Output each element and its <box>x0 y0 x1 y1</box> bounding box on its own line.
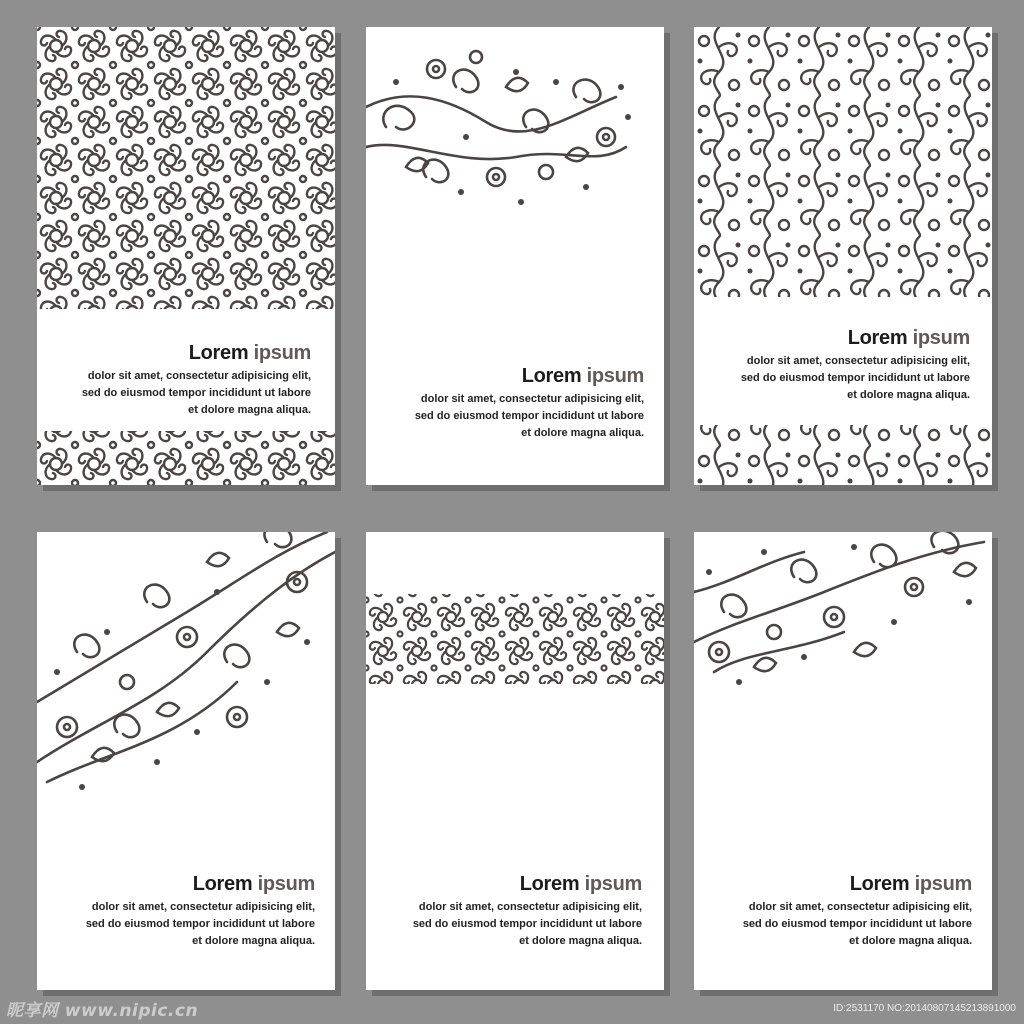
card-text <box>415 366 644 442</box>
body-line: et dolore magna aliqua. <box>519 935 642 947</box>
card-3 <box>694 27 992 485</box>
card-6 <box>694 532 992 990</box>
body-line: dolor sit amet, consectetur adipisicing elit, <box>748 901 972 913</box>
body-line: dolor sit amet, consectetur adipisicing elit, <box>420 393 644 405</box>
card-headline: Lorem ipsum <box>188 342 311 364</box>
card-headline: Lorem ipsum <box>847 327 970 349</box>
body-line: et dolore magna aliqua. <box>188 404 311 416</box>
body-line: sed do eiusmod tempor incididunt ut labore <box>81 387 311 399</box>
body-line: et dolore magna aliqua. <box>192 935 315 947</box>
card-4 <box>37 532 335 990</box>
body-line: et dolore magna aliqua. <box>521 427 644 439</box>
card-headline: Lorem ipsum <box>521 365 644 387</box>
vine-pattern-art <box>694 27 992 485</box>
card-headline: Lorem ipsum <box>519 873 642 895</box>
body-line: sed do eiusmod tempor incididunt ut labore <box>414 410 644 422</box>
card-5 <box>366 532 664 990</box>
body-line: dolor sit amet, consectetur adipisicing elit, <box>87 370 311 382</box>
body-line: sed do eiusmod tempor incididunt ut labore <box>742 918 972 930</box>
body-line: sed do eiusmod tempor incididunt ut labore <box>412 918 642 930</box>
card-text <box>743 874 972 950</box>
body-line: dolor sit amet, consectetur adipisicing elit, <box>746 355 970 367</box>
body-line: dolor sit amet, consectetur adipisicing elit, <box>91 901 315 913</box>
body-line: et dolore magna aliqua. <box>847 389 970 401</box>
body-line: sed do eiusmod tempor incididunt ut labore <box>85 918 315 930</box>
card-text <box>86 874 315 950</box>
card-headline: Lorem ipsum <box>849 873 972 895</box>
card-text <box>82 343 311 419</box>
body-line: et dolore magna aliqua. <box>849 935 972 947</box>
card-text <box>413 874 642 950</box>
watermark-site: 昵享网 www.nipic.cn <box>6 1001 199 1021</box>
card-2 <box>366 27 664 485</box>
watermark-id: ID:2531170 NO:20140807145213891000 <box>833 1003 1016 1014</box>
card-text <box>741 328 970 404</box>
card-1 <box>37 27 335 485</box>
body-line: sed do eiusmod tempor incididunt ut labore <box>740 372 970 384</box>
card-headline: Lorem ipsum <box>192 873 315 895</box>
body-line: dolor sit amet, consectetur adipisicing elit, <box>418 901 642 913</box>
